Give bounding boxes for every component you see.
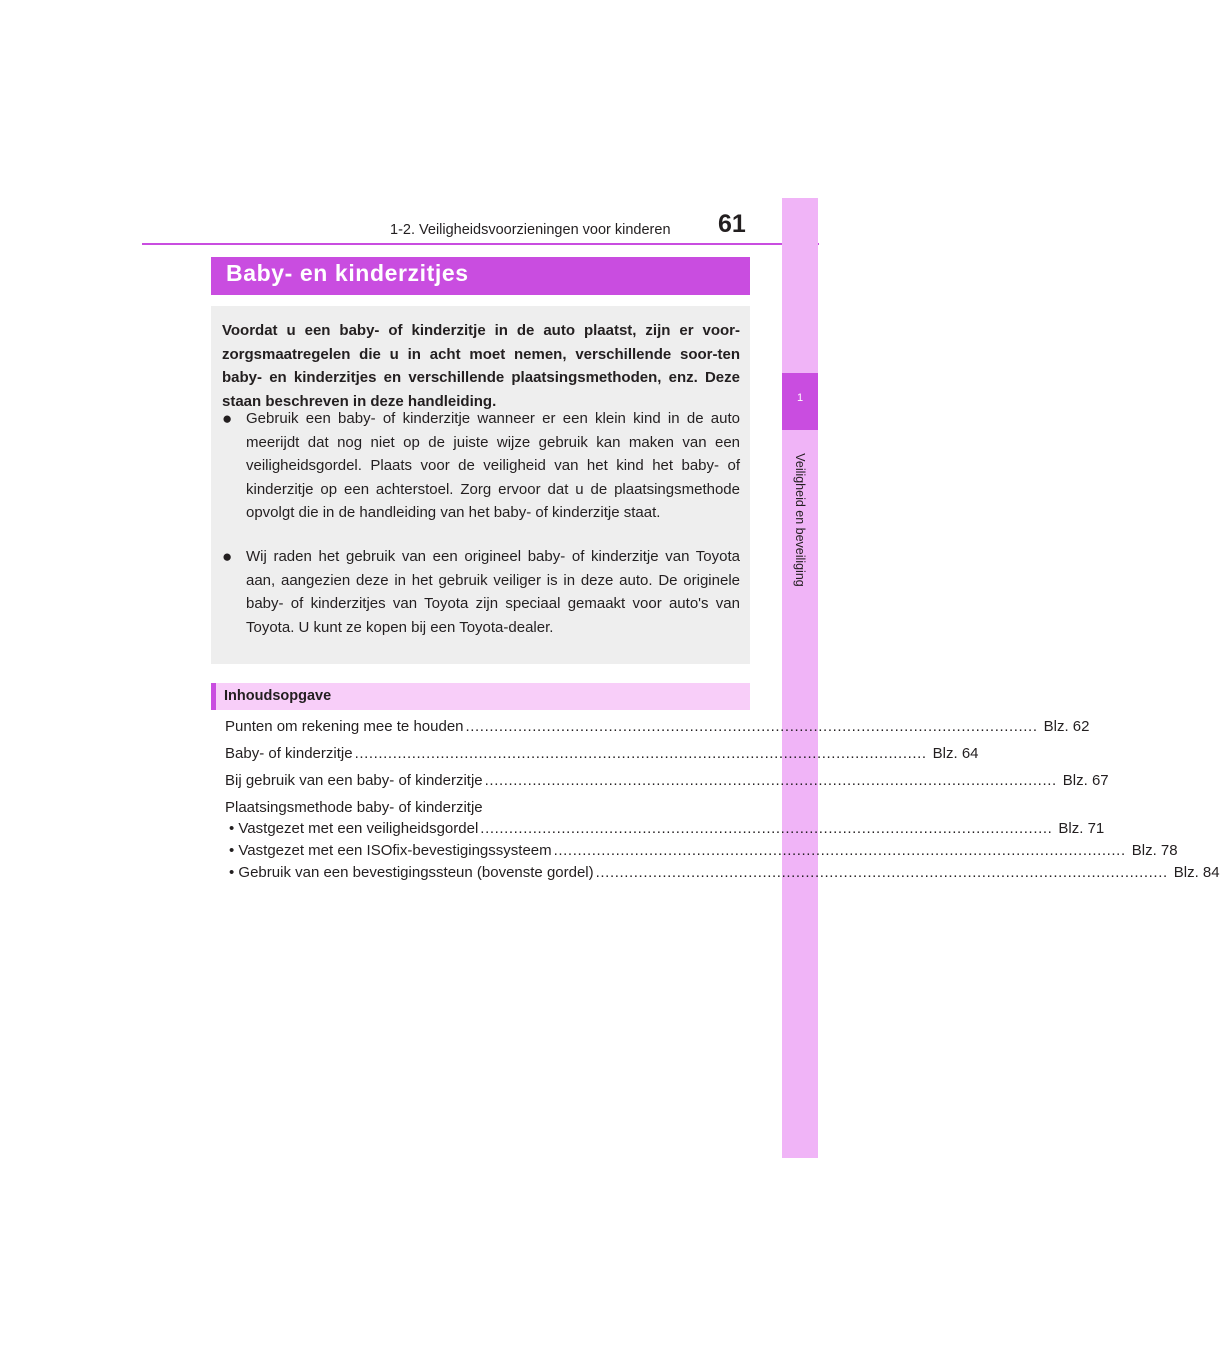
- toc-leader: ........................................................................................................................: [553, 842, 1126, 859]
- intro-lead: Voordat u een baby- of kinderzitje in de auto plaatst, zijn er voor-zorgsmaatregelen die u in acht moet nemen, verschillende soor-ten baby- en kinderzitjes en verschillende plaatsingsmethoden, enz. Deze staan beschreven in deze handleiding.: [222, 322, 740, 410]
- toc-entry[interactable]: [225, 717, 1090, 737]
- contents-banner-accent: [211, 683, 216, 710]
- chapter-number: 1: [796, 392, 804, 404]
- toc-leader: ........................................................................................................................: [480, 820, 1053, 837]
- toc-group-heading: Plaatsingsmethode baby- of kinderzitje: [225, 799, 483, 816]
- chapter-label: Veiligheid en beveiliging: [793, 453, 807, 587]
- toc-entry[interactable]: [225, 771, 1109, 791]
- toc-entry-label: Baby- of kinderzitje: [225, 745, 353, 762]
- page-number: 61: [718, 210, 746, 238]
- toc-leader: ........................................................................................................................: [354, 745, 927, 762]
- running-header: 1-2. Veiligheidsvoorzieningen voor kinderen: [390, 222, 671, 238]
- toc-leader: ........................................................................................................................: [595, 864, 1168, 881]
- page-title: Baby- en kinderzitjes: [226, 260, 469, 286]
- bullet-text: Gebruik een baby- of kinderzitje wanneer er een klein kind in de auto meerijdt dat nog niet op de juiste wijze gebruik kan maken van een veiligheidsgordel. Plaats voor de veiligheid van het kind het baby- of kinderzitje op een achterstoel. Zorg ervoor dat u de plaatsingsmethode opvolgt die in de handleiding van het baby- of kinderzitje staat.: [246, 410, 740, 521]
- toc-leader: ........................................................................................................................: [465, 718, 1038, 735]
- toc-leader: ........................................................................................................................: [484, 772, 1057, 789]
- toc-entry-label: Punten om rekening mee te houden: [225, 718, 464, 735]
- toc-entry-page: Blz. 62: [1043, 718, 1090, 735]
- contents-heading: Inhoudsopgave: [224, 688, 332, 704]
- bullet-icon: ●: [222, 547, 233, 566]
- toc-entry-page: Blz. 78: [1131, 842, 1178, 859]
- toc-entry-label: • Vastgezet met een veiligheidsgordel: [229, 820, 479, 837]
- toc-entry-page: Blz. 71: [1058, 820, 1105, 837]
- toc-entry-label: • Gebruik van een bevestigingssteun (bovenste gordel): [229, 864, 594, 881]
- toc-entry[interactable]: [225, 744, 979, 764]
- toc-entry-label: Bij gebruik van een baby- of kinderzitje: [225, 772, 483, 789]
- toc-entry-label: • Vastgezet met een ISOfix-bevestigingssysteem: [229, 842, 552, 859]
- header-rule: [142, 243, 819, 245]
- toc-sub-entry[interactable]: [229, 819, 1105, 839]
- toc-sub-entry[interactable]: [229, 863, 1220, 883]
- toc-sub-entry[interactable]: [229, 841, 1178, 861]
- toc-entry-page: Blz. 67: [1062, 772, 1109, 789]
- toc-entry-page: Blz. 64: [932, 745, 979, 762]
- bullet-text: Wij raden het gebruik van een origineel baby- of kinderzitje van Toyota aan, aangezien deze in het gebruik veiliger is in deze auto. De originele baby- of kinderzitjes van Toyota zijn speciaal gemaakt voor auto's van Toyota. U kunt ze kopen bij een Toyota-dealer.: [246, 548, 740, 636]
- bullet-icon: ●: [222, 409, 233, 428]
- toc-entry-page: Blz. 84: [1173, 864, 1220, 881]
- chapter-side-tab: [782, 198, 818, 1158]
